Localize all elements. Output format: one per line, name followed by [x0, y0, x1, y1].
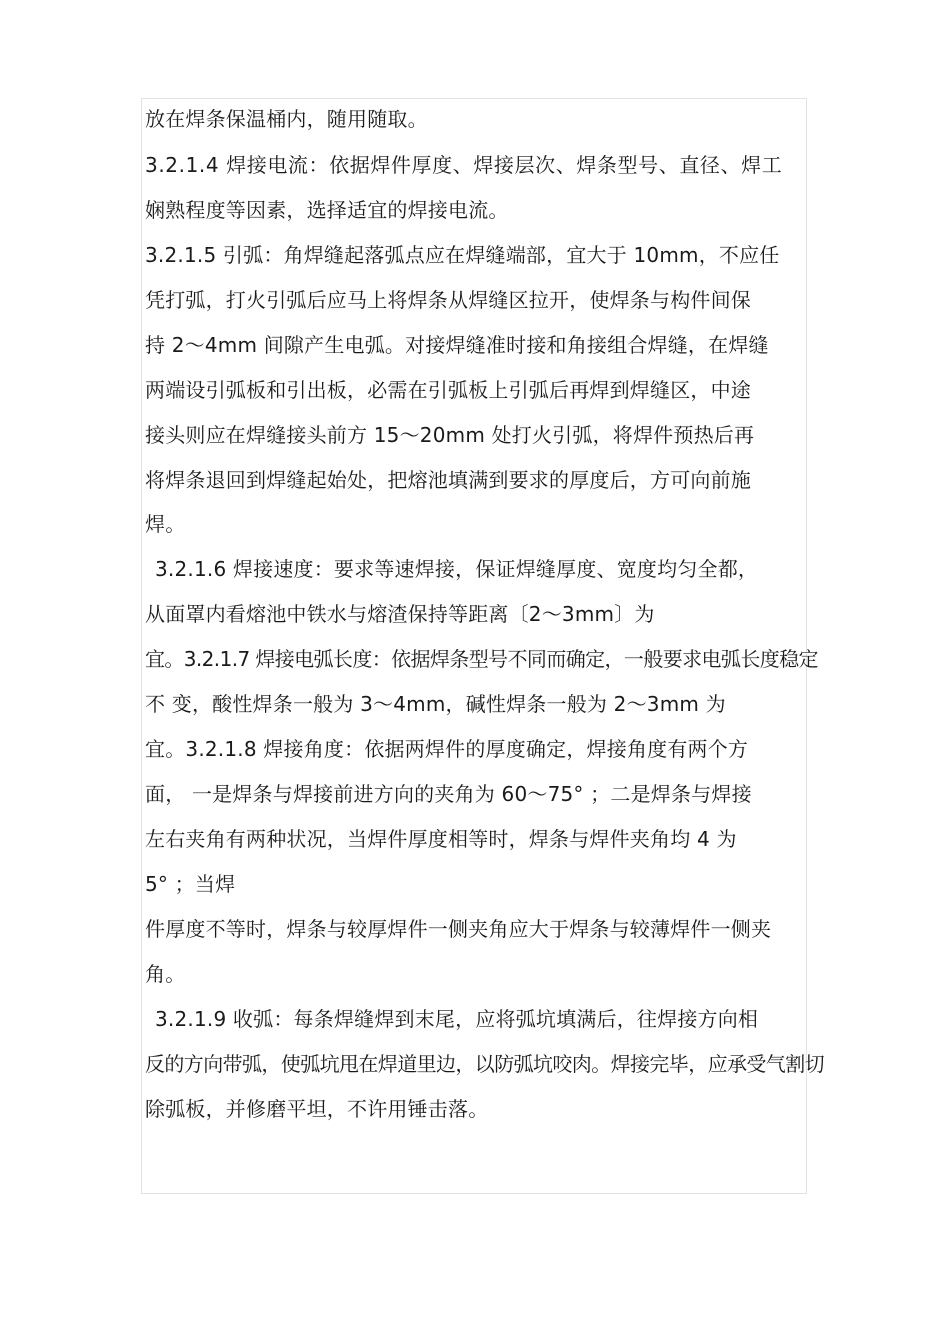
text-line: 持 2～4mm 间隙产生电弧。对接焊缝准时接和角接组合焊缝，在焊缝 — [145, 333, 769, 357]
text-line: 3.2.1.5 引弧：角焊缝起落弧点应在焊缝端部，宜大于 10mm，不应任 — [145, 243, 780, 267]
text-line: 焊。 — [145, 512, 186, 536]
text-line: 3.2.1.4 焊接电流：依据焊件厚度、焊接层次、焊条型号、直径、焊工 — [145, 153, 783, 177]
text-line: 凭打弧，打火引弧后应马上将焊条从焊缝区拉开，使焊条与构件间保 — [145, 288, 751, 312]
text-line: 从面罩内看熔池中铁水与熔渣保持等距离〔2～3mm〕为 — [145, 602, 655, 626]
text-line: 宜。3.2.1.8 焊接角度：依据两焊件的厚度确定，焊接角度有两个方 — [145, 737, 749, 761]
text-line: 件厚度不等时，焊条与较厚焊件一侧夹角应大于焊条与较薄焊件一侧夹 — [145, 917, 772, 941]
text-line: 3.2.1.9 收弧：每条焊缝焊到末尾，应将弧坑填满后，往焊接方向相 — [155, 1007, 759, 1031]
text-line: 放在焊条保温桶内，随用随取。 — [145, 107, 428, 131]
text-line: 除弧板，并修磨平坦，不许用锤击落。 — [145, 1097, 489, 1121]
text-line: 两端设引弧板和引出板，必需在引弧板上引弧后再焊到焊缝区，中途 — [145, 378, 751, 402]
text-line: 不 变，酸性焊条一般为 3～4mm，碱性焊条一般为 2～3mm 为 — [145, 692, 726, 716]
text-line: 5° ；当焊 — [145, 872, 236, 896]
text-line: 宜。3.2.1.7 焊接电弧长度：依据焊条型号不同而确定，一般要求电弧长度稳定 — [145, 647, 818, 671]
text-line: 娴熟程度等因素，选择适宜的焊接电流。 — [145, 198, 509, 222]
text-line: 面， 一是焊条与焊接前进方向的夹角为 60～75° ；二是焊条与焊接 — [145, 782, 752, 806]
text-line: 角。 — [145, 962, 186, 986]
text-line: 反的方向带弧，使弧坑甩在焊道里边，以防弧坑咬肉。焊接完毕，应承受气割切 — [145, 1052, 824, 1076]
text-line: 接头则应在焊缝接头前方 15～20mm 处打火引弧，将焊件预热后再 — [145, 423, 755, 447]
text-line: 左右夹角有两种状况，当焊件厚度相等时，焊条与焊件夹角均 4 为 — [145, 827, 737, 851]
text-line: 将焊条退回到焊缝起始处，把熔池填满到要求的厚度后，方可向前施 — [145, 468, 751, 492]
text-line: 3.2.1.6 焊接速度：要求等速焊接，保证焊缝厚度、宽度均匀全都， — [155, 557, 759, 581]
